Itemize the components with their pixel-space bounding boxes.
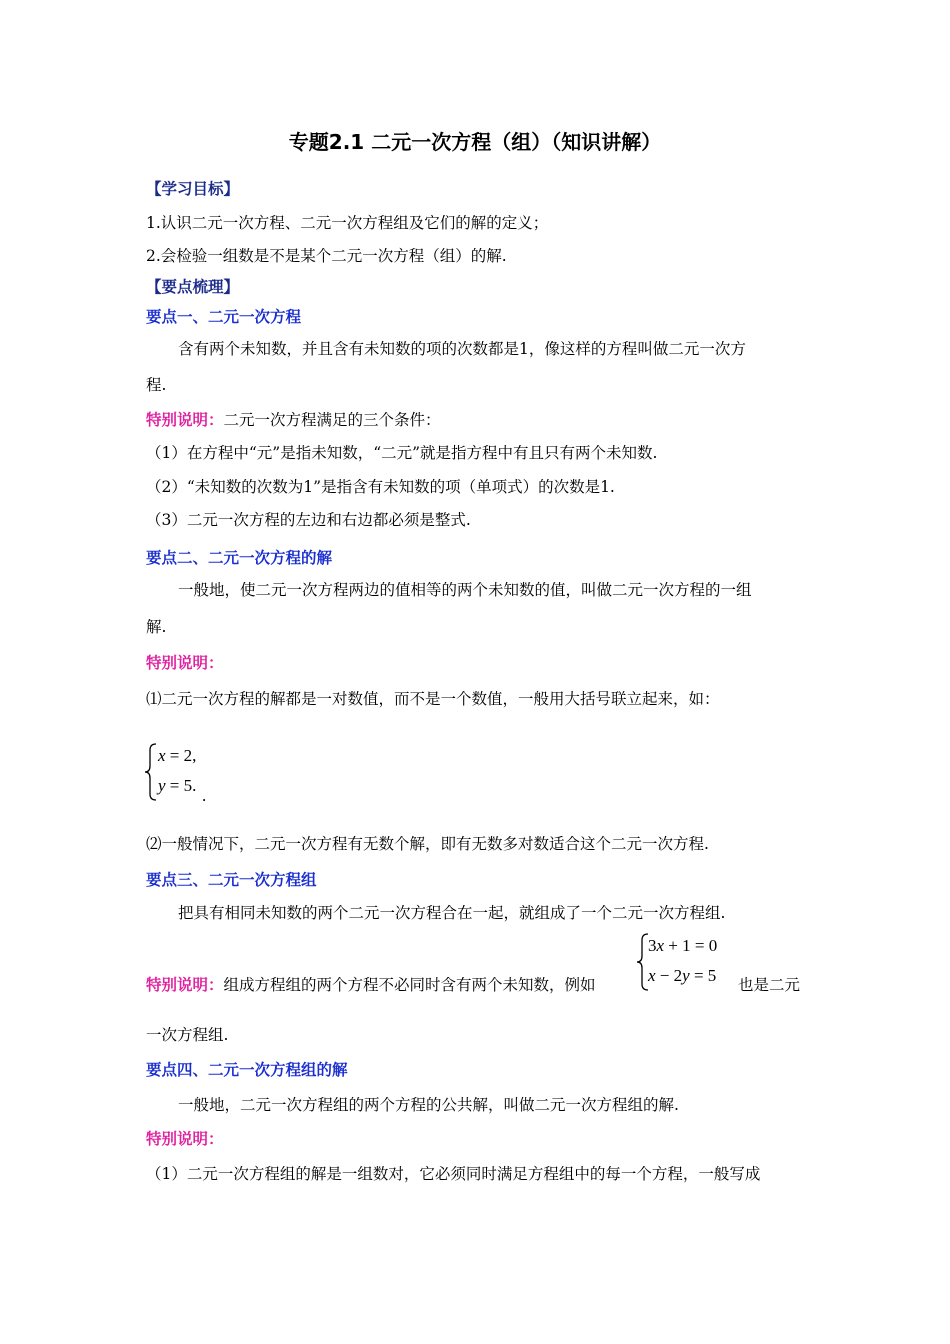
point3-note (146, 975, 596, 995)
point3-heading: 要点三、二元一次方程组 (146, 871, 317, 889)
key-points-heading: 【要点梳理】 (146, 278, 240, 296)
left-brace-icon (144, 742, 158, 802)
point2-note-1: ⑴二元一次方程的解都是一对数值，而不是一个数值，一般用大括号联立起来，如： (146, 690, 720, 708)
point4-body: 一般地，二元一次方程组的两个方程的公共解，叫做二元一次方程组的解. (178, 1096, 679, 1114)
equation-line-2: x − 2y = 5 (648, 966, 717, 985)
point1-heading: 要点一、二元一次方程 (146, 308, 302, 326)
learning-goal-1: 1.认识二元一次方程、二元一次方程组及它们的解的定义； (146, 214, 549, 232)
point1-body-line1: 含有两个未知数，并且含有未知数的项的次数都是1，像这样的方程叫做二元一次方 (178, 340, 746, 358)
point1-note (146, 410, 441, 430)
point3-note-tail: 也是二元 (738, 976, 801, 994)
point1-condition-2: （2）“未知数的次数为1”是指含有未知数的项（单项式）的次数是1. (146, 478, 615, 496)
point2-note-2: ⑵一般情况下，二元一次方程有无数个解，即有无数多对数适合这个二元一次方程. (146, 835, 709, 853)
system-trailing-period: . (202, 786, 207, 805)
point1-condition-3: （3）二元一次方程的左边和右边都必须是整式. (146, 511, 471, 529)
point1-body-line2: 程. (146, 376, 167, 394)
equation-line-1: x = 2, (158, 746, 197, 765)
equation-line-1: 3x + 1 = 0 (648, 936, 718, 955)
example-solution-system (144, 742, 224, 806)
point4-heading: 要点四、二元一次方程组的解 (146, 1061, 348, 1079)
point3-body: 把具有相同未知数的两个二元一次方程合在一起，就组成了一个二元一次方程组. (178, 904, 726, 922)
point2-note-label: 特别说明： (146, 654, 224, 672)
point4-note-1: （1）二元一次方程组的解是一组数对，它必须同时满足方程组中的每一个方程，一般写成 (146, 1165, 761, 1183)
example-system-equations (636, 932, 736, 996)
point4-note-label: 特别说明： (146, 1130, 224, 1148)
point1-note-text: 二元一次方程满足的三个条件： (223, 411, 441, 429)
learning-goal-2: 2.会检验一组数是不是某个二元一次方程（组）的解. (146, 247, 507, 265)
point2-body-line1: 一般地，使二元一次方程两边的值相等的两个未知数的值，叫做二元一次方程的一组 (178, 581, 752, 599)
point1-condition-1: （1）在方程中“元”是指未知数，“二元”就是指方程中有且只有两个未知数. (146, 444, 658, 462)
page-title: 专题2.1 二元一次方程（组）（知识讲解） (288, 130, 662, 154)
note-label: 特别说明： (146, 411, 224, 429)
point2-heading: 要点二、二元一次方程的解 (146, 549, 333, 567)
point2-body-line2: 解. (146, 618, 167, 636)
note-label: 特别说明： (146, 976, 224, 994)
point3-note-text: 组成方程组的两个方程不必同时含有两个未知数，例如 (223, 976, 596, 994)
learning-goals-heading: 【学习目标】 (146, 180, 240, 198)
equation-line-2: y = 5. (158, 776, 197, 795)
point3-note-line2: 一次方程组. (146, 1026, 229, 1044)
